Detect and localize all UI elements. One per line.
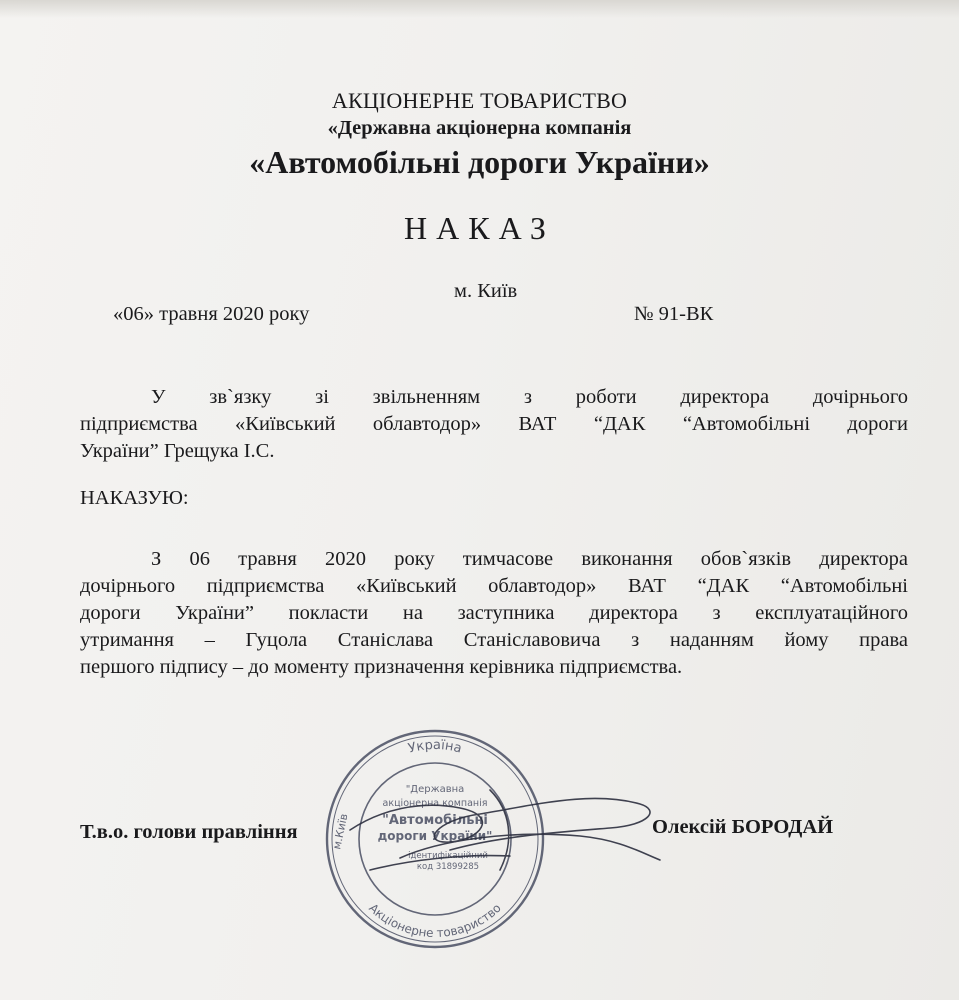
seal-center-line: дороги України" bbox=[377, 829, 493, 843]
order-line: дороги України” покласти на заступника директора з експлуатаційного bbox=[80, 602, 908, 624]
order-line: утримання – Гуцола Станіслава Станіславовича з наданням йому права bbox=[80, 629, 908, 651]
handwritten-signature bbox=[340, 770, 670, 890]
order-line: дочірнього підприємства «Київський облавтодор» ВАТ “ДАК “Автомобільні bbox=[80, 575, 908, 597]
seal-ring-left: м.Київ bbox=[330, 812, 351, 851]
seal-ring-bottom: Акціонерне товариство bbox=[366, 900, 504, 941]
signer-title: Т.в.о. голови правління bbox=[80, 821, 298, 843]
document-number: № 91-ВК bbox=[634, 303, 714, 325]
preamble-paragraph bbox=[80, 384, 908, 465]
seal-center-line: "Автомобільні bbox=[382, 813, 488, 828]
paper-shadow bbox=[0, 0, 959, 18]
seal-ring-top: Україна bbox=[406, 737, 464, 757]
org-name-line2: «Державна акціонерна компанія bbox=[327, 117, 632, 139]
document-city: м. Київ bbox=[454, 280, 518, 302]
preamble-line: У зв`язку зі звільненням з роботи директора дочірнього bbox=[151, 386, 908, 408]
seal-small-line: код 31899285 bbox=[416, 862, 480, 872]
seal-center-line: "Державна bbox=[405, 784, 465, 795]
preamble-line: України” Грещука І.С. bbox=[80, 440, 275, 462]
seal-center-line: акціонерна компанія bbox=[382, 798, 488, 809]
order-paragraph bbox=[80, 546, 908, 681]
document-date: «06» травня 2020 року bbox=[113, 303, 310, 325]
seal-small-line: ідентифікаційний bbox=[408, 851, 488, 861]
ordering-word: НАКАЗУЮ: bbox=[80, 487, 189, 509]
signer-name: Олексій БОРОДАЙ bbox=[652, 816, 834, 838]
org-name-line1: АКЦІОНЕРНЕ ТОВАРИСТВО bbox=[331, 88, 628, 113]
org-name-line3: «Автомобільні дороги України» bbox=[249, 144, 710, 180]
document-title: НАКАЗ bbox=[404, 210, 555, 246]
order-line: З 06 травня 2020 року тимчасове виконання обов`язків директора bbox=[151, 548, 908, 570]
preamble-line: підприємства «Київський облавтодор» ВАТ “ДАК “Автомобільні дороги bbox=[80, 413, 908, 435]
order-line: першого підпису – до моменту призначення керівника підприємства. bbox=[80, 656, 683, 678]
